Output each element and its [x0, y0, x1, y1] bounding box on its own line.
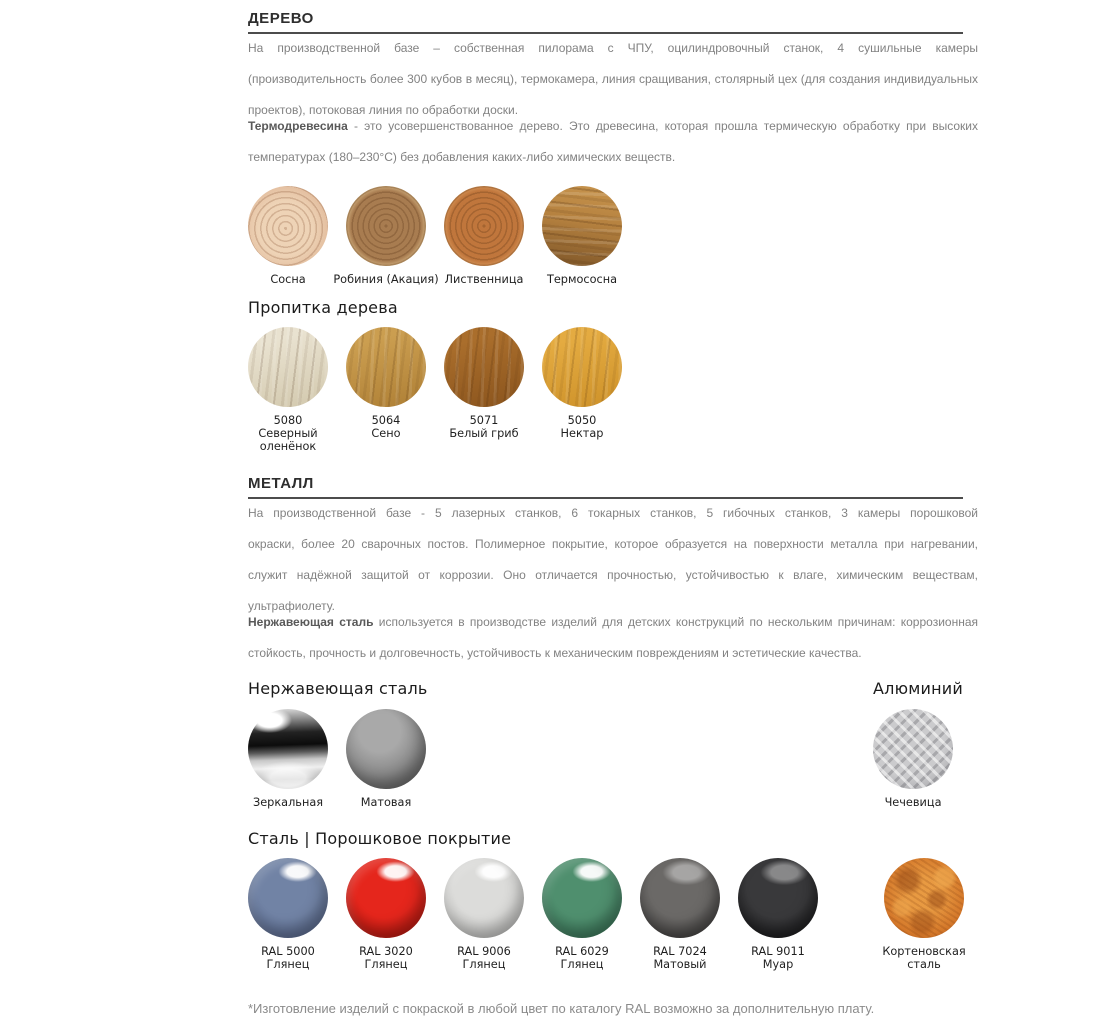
swatch-lentil-plate — [873, 709, 953, 809]
swatch-label: Лиственница — [444, 272, 524, 286]
swatch-pine — [248, 186, 328, 286]
robinia-wood-photo — [346, 186, 426, 266]
stain-5071-photo — [444, 327, 524, 407]
checker-plate-photo — [873, 709, 953, 789]
stain-name: Белый гриб — [449, 426, 519, 440]
powder-coating-title: Сталь | Порошковое покрытие — [248, 828, 512, 848]
stain-code: 5064 — [371, 413, 401, 427]
wood-species-row — [248, 186, 978, 286]
stainless-term: Нержавеющая сталь — [248, 614, 374, 629]
wood-intro-line: (производительность более 300 кубов в месяц), термокамера, линия сращивания, столярный цех (для создания индивидуальных — [248, 72, 978, 87]
ral-3020-sphere — [346, 858, 426, 938]
stainless-swatches — [248, 709, 428, 809]
stain-5080-photo — [248, 327, 328, 407]
ral-code: RAL 3020 — [359, 944, 413, 958]
thermowood-text: - это усовершенствованное дерево. Это древесина, которая прошла термическую обработку при высоких — [347, 118, 978, 133]
metal-intro-line: ультрафиолету. — [248, 599, 335, 614]
ral-code: RAL 9006 — [457, 944, 511, 958]
stain-code: 5071 — [469, 413, 499, 427]
ral-code: RAL 5000 — [261, 944, 315, 958]
aluminum-block — [873, 679, 963, 809]
stain-name: Северный оленёнок — [258, 426, 318, 453]
thermowood-line: температурах (180–230°С) без добавления каких-либо химических веществ. — [248, 150, 676, 165]
wood-section-title: ДЕРЕВО — [248, 10, 314, 27]
wood-section-divider — [248, 32, 963, 34]
swatch-label: Зеркальная — [252, 795, 324, 809]
swatch-label: Термососна — [546, 272, 618, 286]
swatch-ral-3020 — [346, 858, 426, 971]
wood-intro-paragraph — [248, 41, 978, 166]
ral-7024-sphere — [640, 858, 720, 938]
swatch-5064 — [346, 327, 426, 453]
impregnation-row — [248, 327, 978, 453]
swatch-corten-steel — [884, 858, 964, 971]
swatch-ral-6029 — [542, 858, 622, 971]
metal-section-title: МЕТАЛЛ — [248, 474, 314, 492]
swatch-label — [261, 945, 315, 971]
swatch-label — [457, 945, 511, 971]
ral-6029-sphere — [542, 858, 622, 938]
pine-wood-photo — [248, 186, 328, 266]
ral-finish: Глянец — [364, 957, 408, 971]
stain-name: Нектар — [560, 426, 604, 440]
ral-code: RAL 9011 — [751, 944, 805, 958]
swatch-label — [438, 414, 530, 440]
stain-code: 5050 — [567, 413, 597, 427]
ral-finish: Глянец — [560, 957, 604, 971]
ral-9011-sphere — [738, 858, 818, 938]
ral-footnote: *Изготовление изделий с покраской в любой цвет по каталогу RAL возможно за дополнительную плату. — [248, 1000, 875, 1016]
thermowood-line — [248, 119, 978, 150]
ral-finish: Муар — [762, 957, 794, 971]
swatch-label: Кортеновская сталь — [882, 944, 966, 971]
mirror-steel-sphere — [248, 709, 328, 789]
swatch-ral-5000 — [248, 858, 328, 971]
metal-section-divider — [248, 497, 963, 499]
swatch-robinia — [333, 186, 439, 286]
corten-steel-photo — [884, 858, 964, 938]
wood-intro-line: проектов), потоковая линия по обработки доски. — [248, 103, 519, 118]
swatch-mirror-steel — [248, 709, 328, 809]
stainless-aluminum-row — [248, 679, 963, 809]
thermopine-wood-photo — [542, 186, 622, 266]
swatch-label — [555, 945, 609, 971]
aluminum-title: Алюминий — [873, 678, 963, 698]
stain-5064-photo — [346, 327, 426, 407]
swatch-5050 — [542, 327, 622, 453]
aluminum-swatches — [873, 709, 963, 809]
stainless-text: используется в производстве изделий для детских конструкций по нескольким причинам: коррозионная — [373, 614, 978, 629]
swatch-5080 — [248, 327, 328, 453]
swatch-label: Робиния (Акация) — [333, 272, 439, 286]
stainless-line: стойкость, прочность и долговечность, устойчивость к механическим повреждениям и эстетические качества. — [248, 646, 862, 661]
matte-steel-sphere — [346, 709, 426, 789]
swatch-ral-9011 — [738, 858, 818, 971]
larch-wood-photo — [444, 186, 524, 266]
stainless-title: Нержавеющая сталь — [248, 678, 428, 698]
swatch-ral-7024 — [640, 858, 720, 971]
stain-code: 5080 — [273, 413, 303, 427]
powder-coating-row — [248, 858, 978, 971]
impregnation-title: Пропитка дерева — [248, 297, 398, 317]
ral-finish: Глянец — [266, 957, 310, 971]
stainless-line — [248, 615, 978, 646]
swatch-label — [561, 414, 604, 440]
swatch-label: Сосна — [270, 272, 306, 286]
swatch-5071 — [444, 327, 524, 453]
swatch-label: Матовая — [360, 795, 412, 809]
ral-finish: Матовый — [653, 957, 707, 971]
ral-code: RAL 7024 — [653, 944, 707, 958]
swatch-larch — [444, 186, 524, 286]
ral-finish: Глянец — [462, 957, 506, 971]
wood-intro-line: На производственной базе – собственная пилорама с ЧПУ, оцилиндровочный станок, 4 сушильные камеры — [248, 41, 978, 55]
ral-9006-sphere — [444, 858, 524, 938]
swatch-label — [248, 414, 328, 453]
metal-intro-line: окраски, более 20 сварочных постов. Полимерное покрытие, которое образуется на поверхности металла при нагревании, — [248, 536, 978, 551]
swatch-matte-steel — [346, 709, 426, 809]
swatch-label: Чечевица — [884, 795, 942, 809]
swatch-ral-9006 — [444, 858, 524, 971]
swatch-thermopine — [542, 186, 622, 286]
catalog-content — [248, 10, 978, 1016]
stain-name: Сено — [371, 426, 401, 440]
metal-intro-paragraph — [248, 506, 978, 662]
swatch-label — [371, 414, 400, 440]
stainless-block — [248, 679, 428, 809]
swatch-label — [751, 945, 805, 971]
metal-intro-line: служит надёжной защитой от коррозии. Оно отличается прочностью, устойчивостью к влаге, химическим веществам, — [248, 568, 978, 583]
metal-intro-line: На производственной базе - 5 лазерных станков, 6 токарных станков, 5 гибочных станков, 3 камеры порошковой — [248, 505, 978, 520]
swatch-label — [359, 945, 413, 971]
ral-5000-sphere — [248, 858, 328, 938]
ral-code: RAL 6029 — [555, 944, 609, 958]
stain-5050-photo — [542, 327, 622, 407]
thermowood-term: Термодревесина — [248, 118, 348, 133]
swatch-label — [653, 945, 707, 971]
